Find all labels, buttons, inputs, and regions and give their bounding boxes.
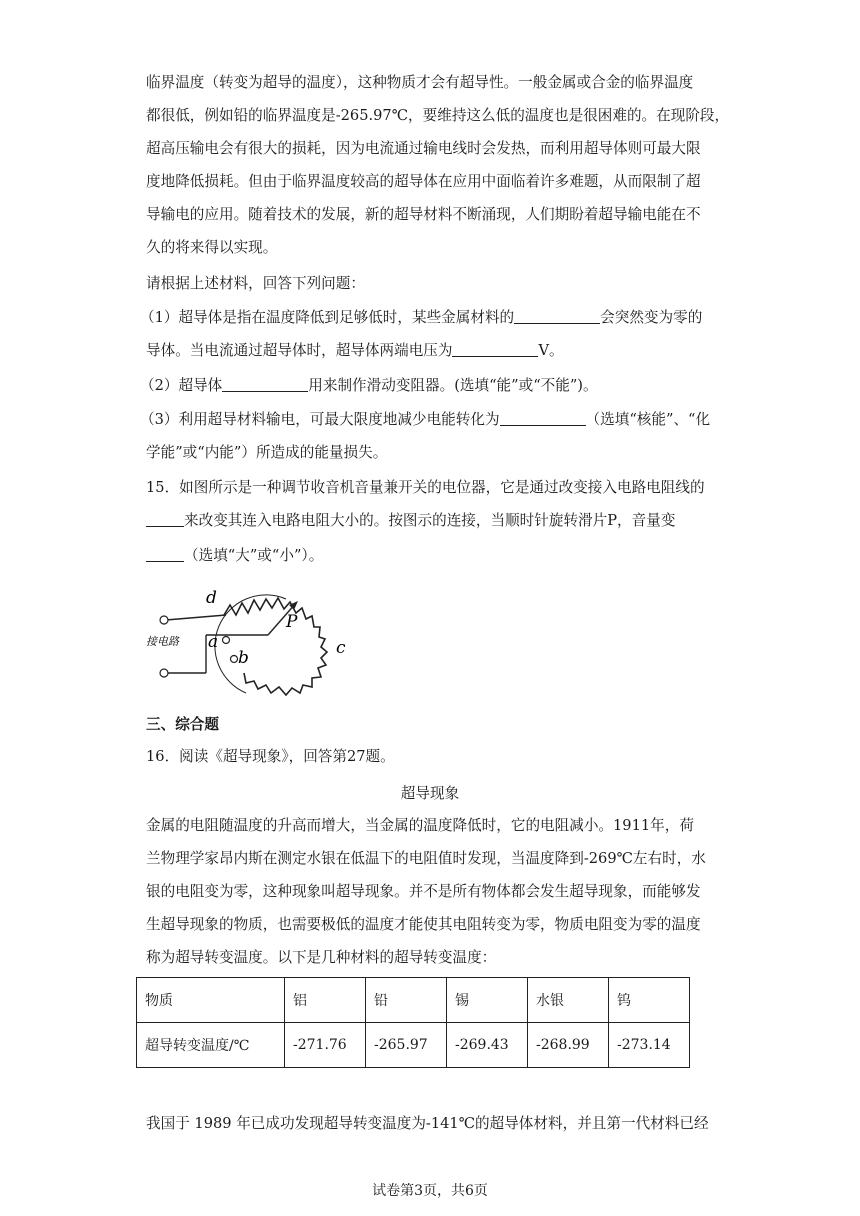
q15-text-c: （选填“大”或“小”）。 (184, 547, 324, 564)
paragraph-line: 都很低，例如铅的临界温度是-265.97℃，要维持这么低的温度也是很困难的。在现阶段， (146, 107, 730, 124)
table-cell: 铅 (366, 978, 447, 1023)
table-cell: -268.99 (528, 1023, 609, 1068)
q1-text-b: 会突然变为零的 (600, 309, 703, 326)
article-line: 银的电阻变为零，这种现象叫超导现象。并不是所有物体都会发生超导现象，而能够发 (146, 883, 701, 900)
q2-text-a: （2）超导体 (140, 377, 223, 394)
paragraph-line: 临界温度（转变为超导的温度），这种物质才会有超导性。一般金属或合金的临界温度 (146, 74, 694, 91)
table-cell: 物质 (137, 978, 285, 1023)
paragraph-line: 超高压输电会有很大的损耗，因为电流通过输电线时会发热，而利用超导体则可最大限 (146, 140, 701, 157)
article-line: 兰物理学家昂内斯在测定水银在低温下的电阻值时发现，当温度降到-269℃左右时，水 (146, 850, 706, 867)
figure-label-a: a (208, 632, 219, 652)
answer-blank[interactable] (146, 512, 184, 527)
answer-blank[interactable] (222, 377, 308, 392)
table-cell: 锡 (447, 978, 528, 1023)
answer-blank[interactable] (146, 547, 184, 562)
question-1-line (140, 308, 702, 328)
table-cell: 水银 (528, 978, 609, 1023)
question-3-line (140, 410, 710, 430)
figure-label-c: c (336, 638, 346, 658)
section-title: 三、综合题 (146, 716, 219, 733)
q3-text-b: （选填“核能”、“化 (585, 411, 711, 428)
q1-text-a: （1）超导体是指在温度降低到足够低时，某些金属材料的 (140, 309, 515, 326)
table-cell: 超导转变温度/℃ (137, 1023, 285, 1068)
answer-blank[interactable] (500, 411, 586, 426)
table-cell: -265.97 (366, 1023, 447, 1068)
page-footer: 试卷第3页，共6页 (372, 1183, 488, 1199)
table-row (137, 1023, 690, 1068)
q2-text-b: 用来制作滑动变阻器。(选填“能”或“不能”)。 (308, 377, 598, 394)
superconductor-table (136, 977, 690, 1068)
article-line: 称为超导转变温度。以下是几种材料的超导转变温度： (146, 949, 497, 966)
table-cell: 钨 (609, 978, 690, 1023)
table-cell: 铝 (285, 978, 366, 1023)
table-cell: -273.14 (609, 1023, 690, 1068)
figure-label-p: P (286, 612, 298, 632)
question-15-line: 15．如图所示是一种调节收音机音量兼开关的电位器，它是通过改变接入电路电阻线的 (146, 479, 705, 496)
figure-label-d: d (206, 588, 217, 608)
paragraph-line: 度地降低损耗。但由于临界温度较高的超导体在应用中面临着许多难题，从而限制了超 (146, 173, 701, 190)
question-prompt: 请根据上述材料，回答下列问题： (146, 275, 365, 292)
paragraph-line: 导输电的应用。随着技术的发展，新的超导材料不断涌现，人们期盼着超导输电能在不 (146, 206, 701, 223)
table-cell: -271.76 (285, 1023, 366, 1068)
q1-text-c: 导体。当电流通过超导体时，超导体两端电压为 (146, 342, 453, 359)
q1-text-d: V。 (538, 342, 564, 359)
question-2-line (140, 376, 598, 396)
question-16-line: 16．阅读《超导现象》，回答第27题。 (146, 748, 395, 765)
paragraph-line: 久的将来得以实现。 (146, 239, 278, 256)
figure-label-b: b (238, 648, 249, 668)
q15-text-b: 来改变其连入电路电阻大小的。按图示的连接，当顺时针旋转滑片P，音量变 (184, 512, 676, 529)
potentiometer-figure (146, 575, 356, 705)
article-line: 我国于 1989 年已成功发现超导转变温度为-141℃的超导体材料，并且第一代材料已经 (146, 1115, 709, 1132)
table-cell: -269.43 (447, 1023, 528, 1068)
article-line: 生超导现象的物质，也需要极低的温度才能使其电阻转变为零，物质电阻变为零的温度 (146, 916, 701, 933)
question-15-line-2 (146, 511, 675, 531)
q3-text-a: （3）利用超导材料输电，可最大限度地减少电能转化为 (140, 411, 500, 428)
table-header-row (137, 978, 690, 1023)
article-title: 超导现象 (400, 785, 460, 802)
question-15-line-3 (146, 546, 323, 566)
answer-blank[interactable] (452, 342, 538, 357)
question-1-line-2 (146, 341, 564, 361)
answer-blank[interactable] (514, 309, 600, 324)
article-line: 金属的电阻随温度的升高而增大，当金属的温度降低时，它的电阻减小。1911年，荷 (146, 817, 694, 834)
question-3-line-2: 学能”或“内能”）所造成的能量损失。 (146, 444, 388, 461)
figure-label-circuit: 接电路 (146, 635, 179, 648)
